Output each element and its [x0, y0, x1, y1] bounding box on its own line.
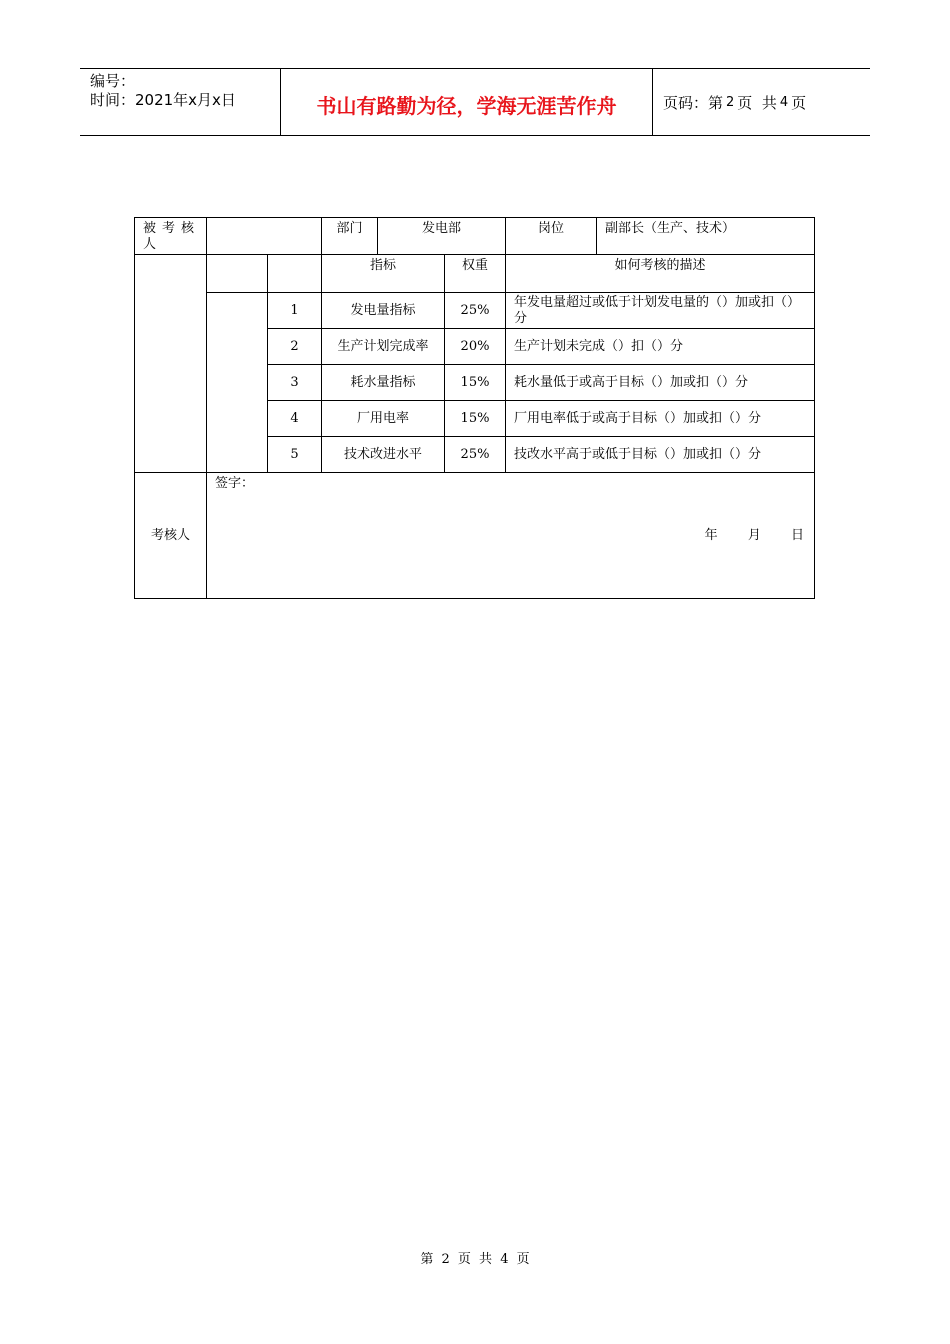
info-row: [135, 218, 815, 255]
row-no: 3: [268, 365, 322, 401]
assessor-sign-cell: [207, 473, 815, 599]
examinee-label: 被考核人: [143, 221, 201, 252]
row-weight: 25%: [445, 437, 506, 473]
header-motto: 书山有路勤为径，学海无涯苦作舟: [281, 69, 653, 135]
row-weight: 20%: [445, 329, 506, 365]
row-desc: 年发电量超过或低于计划发电量的（）加或扣（）分: [506, 293, 815, 329]
number-label: 编号：: [90, 72, 136, 90]
blank-cell: [207, 293, 268, 473]
examinee-value-cell: [207, 218, 322, 255]
page-footer: 第 2 页 共 4 页: [420, 1252, 530, 1267]
row-indicator: 厂用电率: [322, 401, 445, 437]
position-label: 岗位: [506, 218, 597, 255]
sign-label: 签字：: [215, 476, 255, 491]
assessor-label: 考核人: [135, 473, 207, 599]
date-day: 日: [790, 528, 804, 543]
time-label: 时间：2021年x月x日: [90, 91, 236, 109]
blank-cell: [207, 255, 268, 293]
row-desc: 厂用电率低于或高于目标（）加或扣（）分: [506, 401, 815, 437]
page-current: 2: [726, 94, 735, 110]
row-desc: 技改水平高于或低于目标（）加或扣（）分: [506, 437, 815, 473]
row-weight: 25%: [445, 293, 506, 329]
col-indicator: 指标: [322, 255, 445, 293]
page-total: 4: [779, 94, 789, 110]
col-desc: 如何考核的描述: [506, 255, 815, 293]
row-no: 5: [268, 437, 322, 473]
row-desc: 生产计划未完成（）扣（）分: [506, 329, 815, 365]
assessment-table: [134, 217, 815, 599]
row-indicator: 发电量指标: [322, 293, 445, 329]
assessor-row: [135, 473, 815, 599]
row-weight: 15%: [445, 365, 506, 401]
page-suffix: 页: [791, 93, 807, 112]
row-no: 2: [268, 329, 322, 365]
row-indicator: 技术改进水平: [322, 437, 445, 473]
header-meta: [80, 69, 281, 135]
page-mid: 页 共: [737, 93, 777, 112]
column-header-row: [135, 255, 815, 293]
position-value: 副部长（生产、技术）: [597, 218, 815, 255]
dept-label: 部门: [322, 218, 378, 255]
dept-value: 发电部: [378, 218, 506, 255]
row-no: 4: [268, 401, 322, 437]
date-year: 年: [704, 528, 718, 543]
row-indicator: 生产计划完成率: [322, 329, 445, 365]
date-month: 月: [747, 528, 761, 543]
table-row: [135, 293, 815, 329]
col-weight: 权重: [445, 255, 506, 293]
sign-date: [679, 528, 804, 544]
row-no: 1: [268, 293, 322, 329]
row-indicator: 耗水量指标: [322, 365, 445, 401]
page-header: [80, 68, 870, 136]
blank-left-cell: [135, 255, 207, 473]
header-page-info: [653, 69, 870, 135]
examinee-label-cell: [135, 218, 207, 255]
row-weight: 15%: [445, 401, 506, 437]
row-desc: 耗水量低于或高于目标（）加或扣（）分: [506, 365, 815, 401]
blank-cell: [268, 255, 322, 293]
page-prefix: 页码：第: [663, 93, 724, 112]
